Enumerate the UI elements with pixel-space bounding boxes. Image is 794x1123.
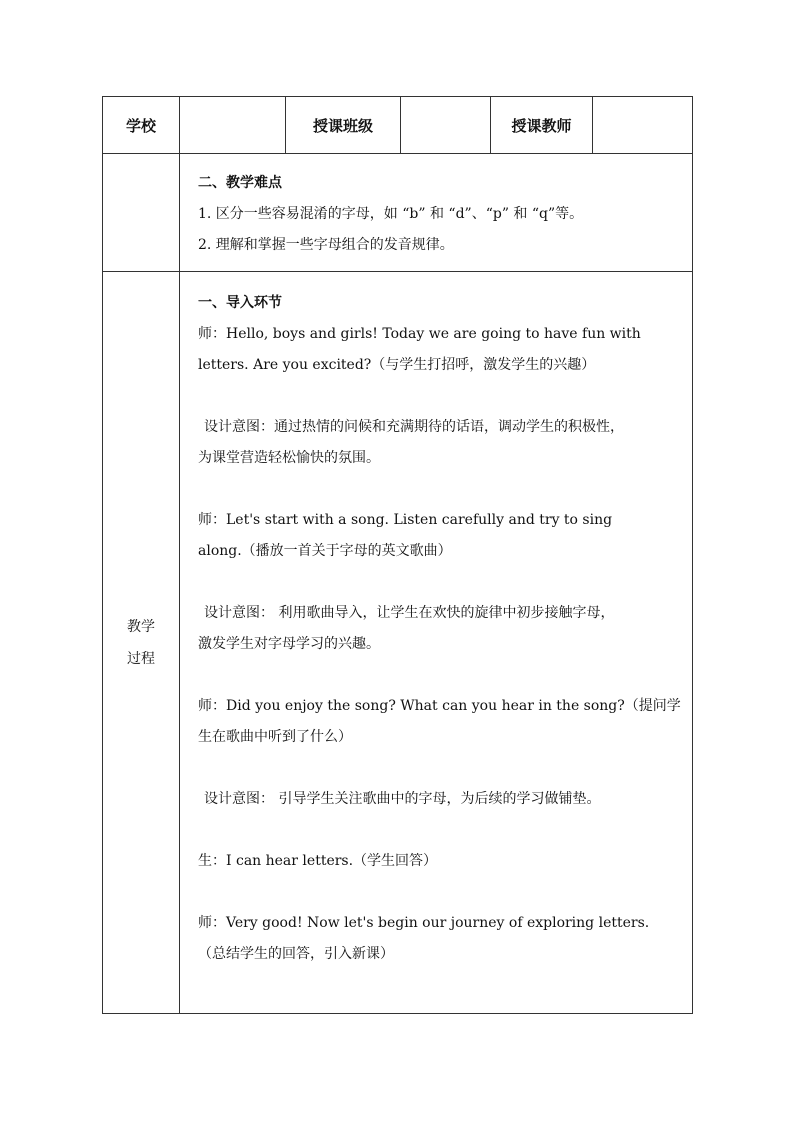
design-intent-line: 为课堂营造轻松愉快的氛围。 — [198, 450, 380, 466]
spacer — [198, 474, 678, 505]
process-label-cell — [103, 272, 180, 1014]
process-content-cell — [180, 272, 693, 1014]
difficulty-title: 二、教学难点 — [198, 175, 282, 191]
process-label-line1: 教学 — [127, 618, 155, 635]
spacer — [198, 815, 678, 846]
teacher-line: （总结学生的回答，引入新课） — [198, 946, 394, 962]
student-line: 生：I can hear letters.（学生回答） — [198, 853, 438, 869]
teacher-label: 授课教师 — [491, 97, 593, 154]
teacher-line: along.（播放一首关于字母的英文歌曲） — [198, 543, 452, 559]
spacer — [198, 660, 678, 691]
teacher-line: 师：Hello, boys and girls! Today we are going to have fun with — [198, 326, 641, 342]
process-row — [103, 272, 693, 1014]
design-intent-line: 设计意图： 利用歌曲导入，让学生在欢快的旋律中初步接触字母， — [204, 605, 615, 621]
teacher-line: 师：Did you enjoy the song? What can you hear in the song?（提问学 — [198, 698, 681, 714]
school-value-cell — [180, 97, 286, 154]
difficulty-row — [103, 154, 693, 272]
teacher-line: 生在歌曲中听到了什么） — [198, 729, 352, 745]
difficulty-label-cell — [103, 154, 180, 272]
process-section-title: 一、导入环节 — [198, 295, 282, 311]
class-label: 授课班级 — [286, 97, 401, 154]
school-label: 学校 — [103, 97, 180, 154]
spacer — [198, 877, 678, 908]
design-intent-line: 激发学生对字母学习的兴趣。 — [198, 636, 380, 652]
teacher-value-cell — [593, 97, 693, 154]
difficulty-content-cell — [180, 154, 693, 272]
teacher-line: letters. Are you excited?（与学生打招呼，激发学生的兴趣） — [198, 357, 596, 373]
difficulty-item: 2. 理解和掌握一些字母组合的发音规律。 — [198, 237, 454, 253]
spacer — [198, 753, 678, 784]
class-value-cell — [401, 97, 491, 154]
teacher-line: 师：Let's start with a song. Listen carefully and try to sing — [198, 512, 613, 528]
difficulty-item: 1. 区分一些容易混淆的字母，如 “b” 和 “d”、“p” 和 “q”等。 — [198, 206, 584, 222]
header-row — [103, 97, 693, 154]
spacer — [198, 381, 678, 412]
design-intent-line: 设计意图：通过热情的问候和充满期待的话语，调动学生的积极性， — [204, 419, 624, 435]
process-label-line2: 过程 — [127, 650, 155, 667]
lesson-plan-table — [102, 96, 693, 1014]
teacher-line: 师：Very good! Now let's begin our journey of exploring letters. — [198, 915, 650, 931]
design-intent-line: 设计意图： 引导学生关注歌曲中的字母，为后续的学习做铺垫。 — [204, 791, 601, 807]
spacer — [198, 567, 678, 598]
